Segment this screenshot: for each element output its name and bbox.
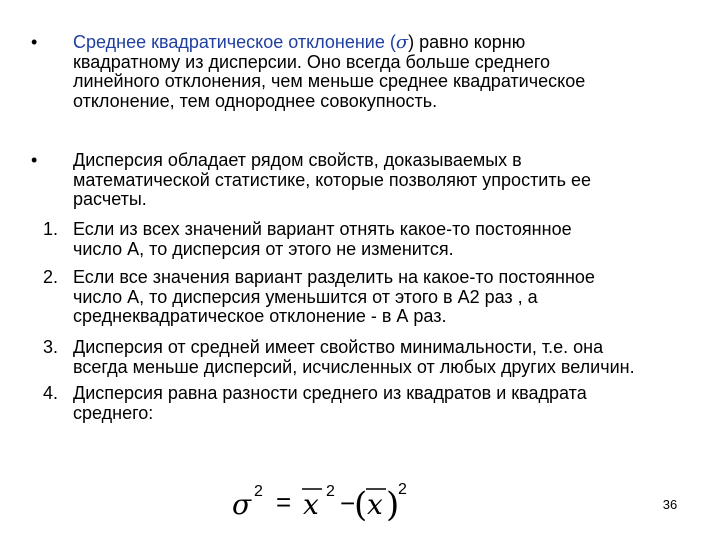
- formula-equals: =: [276, 487, 292, 517]
- formula-sigma: σ: [232, 488, 252, 521]
- item-line: Дисперсия равна разности среднего из квадратов и квадрата: [73, 383, 587, 403]
- item-text: [73, 220, 698, 259]
- item-line: Если из всех значений вариант отнять какое-то постоянное: [73, 219, 572, 239]
- bullet-line: отклонение, тем однороднее совокупность.: [73, 90, 438, 111]
- item-text: [73, 338, 698, 377]
- numbered-item-2: [20, 268, 700, 328]
- bullet-item-dispersion: [20, 151, 700, 211]
- formula-x: x: [303, 488, 319, 521]
- item-line: число А, то дисперсия от этого не изменится.: [73, 238, 454, 259]
- bullet-line: математической статистике, которые позволяют упростить ее: [73, 169, 592, 190]
- item-number: 3.: [42, 337, 58, 357]
- item-line: Если все значения вариант разделить на какое-то постоянное: [73, 267, 595, 287]
- item-line: всегда меньше дисперсий, исчисленных от любых других величин.: [73, 356, 635, 377]
- item-number: 2.: [42, 267, 58, 287]
- formula-minus: −: [340, 488, 356, 518]
- bullet-line: квадратному из дисперсии. Оно всегда больше среднего: [73, 51, 551, 72]
- bullet-text-sigma: [73, 33, 698, 111]
- formula-rparen: ): [386, 485, 400, 525]
- formula-x: x: [367, 488, 383, 521]
- sigma-symbol: σ: [395, 32, 409, 53]
- item-line: среднего:: [73, 402, 154, 423]
- formula-exp: 2: [398, 481, 407, 498]
- item-line: Дисперсия от средней имеет свойство минимальности, т.е. она: [73, 337, 604, 357]
- item-line: среднеквадратическое отклонение - в А раз.: [73, 306, 447, 326]
- bullet-line: расчеты.: [73, 189, 147, 209]
- bullet-item-sigma: [20, 33, 700, 117]
- bullet-text-dispersion: [73, 151, 698, 210]
- item-text: [73, 384, 698, 423]
- variance-formula: [230, 478, 430, 528]
- bullet-marker: •: [31, 150, 38, 170]
- item-text: [73, 268, 698, 327]
- bullet-line: Дисперсия обладает рядом свойств, доказываемых в: [73, 150, 522, 170]
- bullet-line-rest: ) равно корню: [408, 32, 526, 52]
- item-number: 4.: [42, 383, 58, 403]
- bullet-line: линейного отклонения, чем меньше среднее квадратическое: [73, 71, 586, 91]
- bullet-line: [73, 33, 698, 53]
- formula-exp: 2: [326, 483, 335, 500]
- numbered-item-4: [20, 384, 700, 424]
- formula-lparen: (: [354, 485, 368, 525]
- bullet-line-prefix: Среднее квадратическое отклонение (: [73, 32, 396, 52]
- item-number: 1.: [42, 219, 58, 239]
- numbered-item-1: [20, 220, 700, 260]
- numbered-item-3: [20, 338, 700, 378]
- item-line: число А, то дисперсия уменьшится от этого в А2 раз , а: [73, 286, 538, 307]
- bullet-marker: •: [31, 32, 38, 52]
- formula-exp: 2: [254, 483, 263, 500]
- page-number: 36: [662, 497, 678, 512]
